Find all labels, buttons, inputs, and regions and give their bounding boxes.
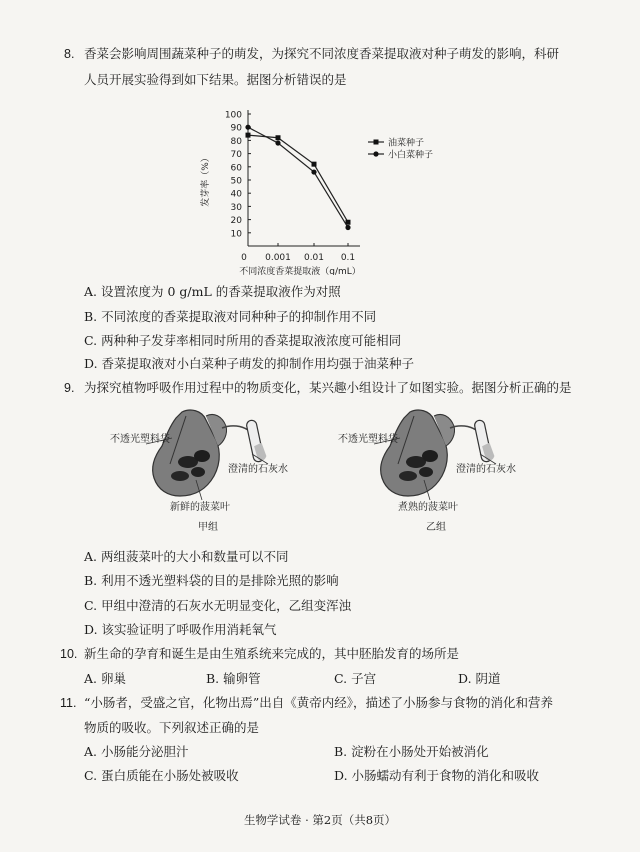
q8-option-a: A. 设置浓度为 0 g/mL 的香菜提取液作为对照 <box>84 284 341 299</box>
q9-stem: 为探究植物呼吸作用过程中的物质变化，某兴趣小组设计了如图实验。据图分析正确的是 <box>84 380 572 395</box>
figure-jia-bag-experiment <box>110 406 310 531</box>
figure-yi-bag-label: 不透光塑料袋 <box>338 434 398 445</box>
q8-number: 8. <box>64 47 75 61</box>
series-2-point <box>275 140 280 145</box>
legend-label-1: 油菜种子 <box>388 138 425 149</box>
series-2-point <box>311 169 316 174</box>
q10-stem: 新生命的孕育和诞生是由生殖系统来完成的，其中胚胎发育的场所是 <box>84 646 460 661</box>
y-tick-label: 30 <box>230 202 242 213</box>
y-tick-label: 50 <box>230 176 242 187</box>
y-tick-label: 60 <box>230 163 242 174</box>
q10-option-d: D. 阴道 <box>458 671 501 686</box>
x-tick-label: 0.001 <box>265 253 291 263</box>
y-tick-label: 90 <box>230 123 242 134</box>
legend-label-2: 小白菜种子 <box>388 150 434 161</box>
q11-option-b: B. 淀粉在小肠处开始被消化 <box>334 744 489 759</box>
q11-stem-line2: 物质的吸收。下列叙述正确的是 <box>84 720 260 735</box>
q11-number: 11. <box>60 696 77 710</box>
q9-option-c: C. 甲组中澄清的石灰水无明显变化，乙组变浑浊 <box>84 598 352 613</box>
series-1-point <box>246 133 251 138</box>
series-1-point <box>276 135 281 140</box>
y-axis-title: 发芽率（%） <box>201 153 211 207</box>
figure-yi-water-label: 澄清的石灰水 <box>456 464 516 475</box>
y-tick-label: 100 <box>224 110 242 121</box>
series-line-1 <box>248 135 348 222</box>
q8-option-c: C. 两种种子发芽率相同时所用的香菜提取液浓度可能相同 <box>84 333 402 348</box>
series-2-point <box>345 225 350 230</box>
q9-option-d: D. 该实验证明了呼吸作用消耗氧气 <box>84 622 277 637</box>
q8-stem-line1: 香菜会影响周围蔬菜种子的萌发，为探究不同浓度香菜提取液对种子萌发的影响，科研 <box>84 46 560 61</box>
q11-option-c: C. 蛋白质能在小肠处被吸收 <box>84 768 239 783</box>
y-tick-label: 70 <box>230 150 242 161</box>
q9-option-b: B. 利用不透光塑料袋的目的是排除光照的影响 <box>84 573 339 588</box>
figure-jia-group-label: 甲组 <box>198 522 218 531</box>
q9-option-a: A. 两组菠菜叶的大小和数量可以不同 <box>84 549 289 564</box>
x-axis-title: 不同浓度香菜提取液（g/mL） <box>239 267 361 275</box>
figure-jia-bag-label: 不透光塑料袋 <box>110 434 170 445</box>
q10-option-a: A. 卵巢 <box>84 671 127 686</box>
q10-option-b: B. 输卵管 <box>206 671 261 686</box>
figure-jia-leaf-label: 新鲜的菠菜叶 <box>170 502 230 513</box>
y-tick-label: 40 <box>230 189 242 200</box>
figure-yi-group-label: 乙组 <box>426 522 446 531</box>
x-tick-label: 0 <box>241 253 247 263</box>
q11-option-a: A. 小肠能分泌胆汁 <box>84 744 189 759</box>
q10-number: 10. <box>60 647 78 661</box>
x-tick-label: 0.1 <box>340 253 356 263</box>
y-tick-label: 20 <box>230 216 242 227</box>
figure-jia-water-label: 澄清的石灰水 <box>228 464 288 475</box>
series-2-point <box>245 125 250 130</box>
series-line-2 <box>248 127 348 227</box>
q11-stem-line1: “小肠者，受盛之官，化物出焉”出自《黄帝内经》，描述了小肠参与食物的消化和营养 <box>84 695 554 710</box>
legend-marker-2 <box>373 151 378 156</box>
figure-yi-bag-experiment <box>338 406 548 531</box>
q10-option-c: C. 子宫 <box>334 671 377 686</box>
germination-chart <box>190 100 460 275</box>
series-1-point <box>312 162 317 167</box>
q8-option-d: D. 香菜提取液对小白菜种子萌发的抑制作用均强于油菜种子 <box>84 356 415 371</box>
q8-option-b: B. 不同浓度的香菜提取液对同种种子的抑制作用不同 <box>84 309 377 324</box>
y-tick-label: 10 <box>230 229 242 240</box>
q8-stem-line2: 人员开展实验得到如下结果。据图分析错误的是 <box>84 72 347 87</box>
y-tick-label: 80 <box>230 136 242 147</box>
legend-marker-1 <box>374 140 379 145</box>
figure-yi-leaf-label: 煮熟的菠菜叶 <box>398 502 458 513</box>
q11-option-d: D. 小肠蠕动有利于食物的消化和吸收 <box>334 768 540 783</box>
x-tick-label: 0.01 <box>303 253 325 263</box>
page-footer: 生物学试卷 · 第2页（共8页） <box>243 813 397 827</box>
q9-number: 9. <box>64 381 75 395</box>
